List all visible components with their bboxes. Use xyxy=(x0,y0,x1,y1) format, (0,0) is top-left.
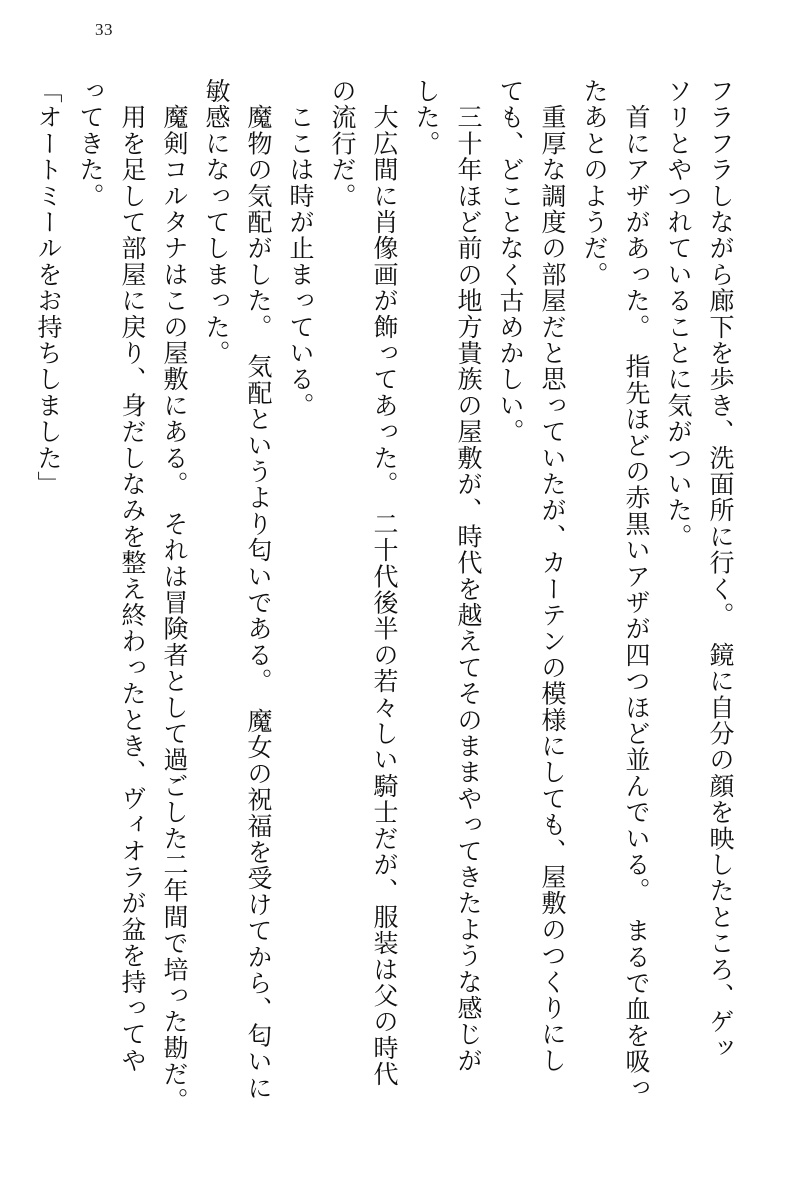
text-column: 「オートミールをお持ちしました」 xyxy=(34,78,61,498)
vertical-text-block xyxy=(34,78,733,1168)
text-column: 用を足して部屋に戻り、身だしなみを整え終わったとき、ヴィオラが盆を持ってや xyxy=(118,78,145,1074)
text-column: した。 xyxy=(412,78,439,157)
text-column: ってきた。 xyxy=(76,78,103,209)
page-number: 33 xyxy=(95,20,113,39)
text-column: 魔物の気配がした。 気配というより匂いである。 魔女の祝福を受けてから、匂いに xyxy=(244,78,271,1101)
text-column: 首にアザがあった。 指先ほどの赤黒いアザが四つほど並んでいる。 まるで血を吸っ xyxy=(622,78,649,1101)
text-column: 重厚な調度の部屋だと思っていたが、カーテンの模様にしても、屋敷のつくりにし xyxy=(538,78,565,1074)
text-column: 敏感になってしまった。 xyxy=(202,78,229,367)
text-column: 大広間に肖像画が飾ってあった。 二十代後半の若々しい騎士だが、服装は父の時代 xyxy=(370,78,397,1088)
text-column: ここは時が止まっている。 xyxy=(286,78,313,419)
text-column: ソリとやつれていることに気がついた。 xyxy=(664,78,691,550)
text-column: たあとのようだ。 xyxy=(580,78,607,288)
text-column: 魔剣コルタナはこの屋敷にある。 それは冒険者として過ごした二年間で培った勘だ。 xyxy=(160,78,187,1114)
text-column: の流行だ。 xyxy=(328,78,355,209)
text-column: 三十年ほど前の地方貴族の屋敷が、時代を越えてそのままやってきたような感じが xyxy=(454,78,481,1074)
text-column: ても、どことなく古めかしい。 xyxy=(496,78,523,445)
text-column: フラフラしながら廊下を歩き、洗面所に行く。 鏡に自分の顔を映したところ、ゲッ xyxy=(706,78,733,1062)
